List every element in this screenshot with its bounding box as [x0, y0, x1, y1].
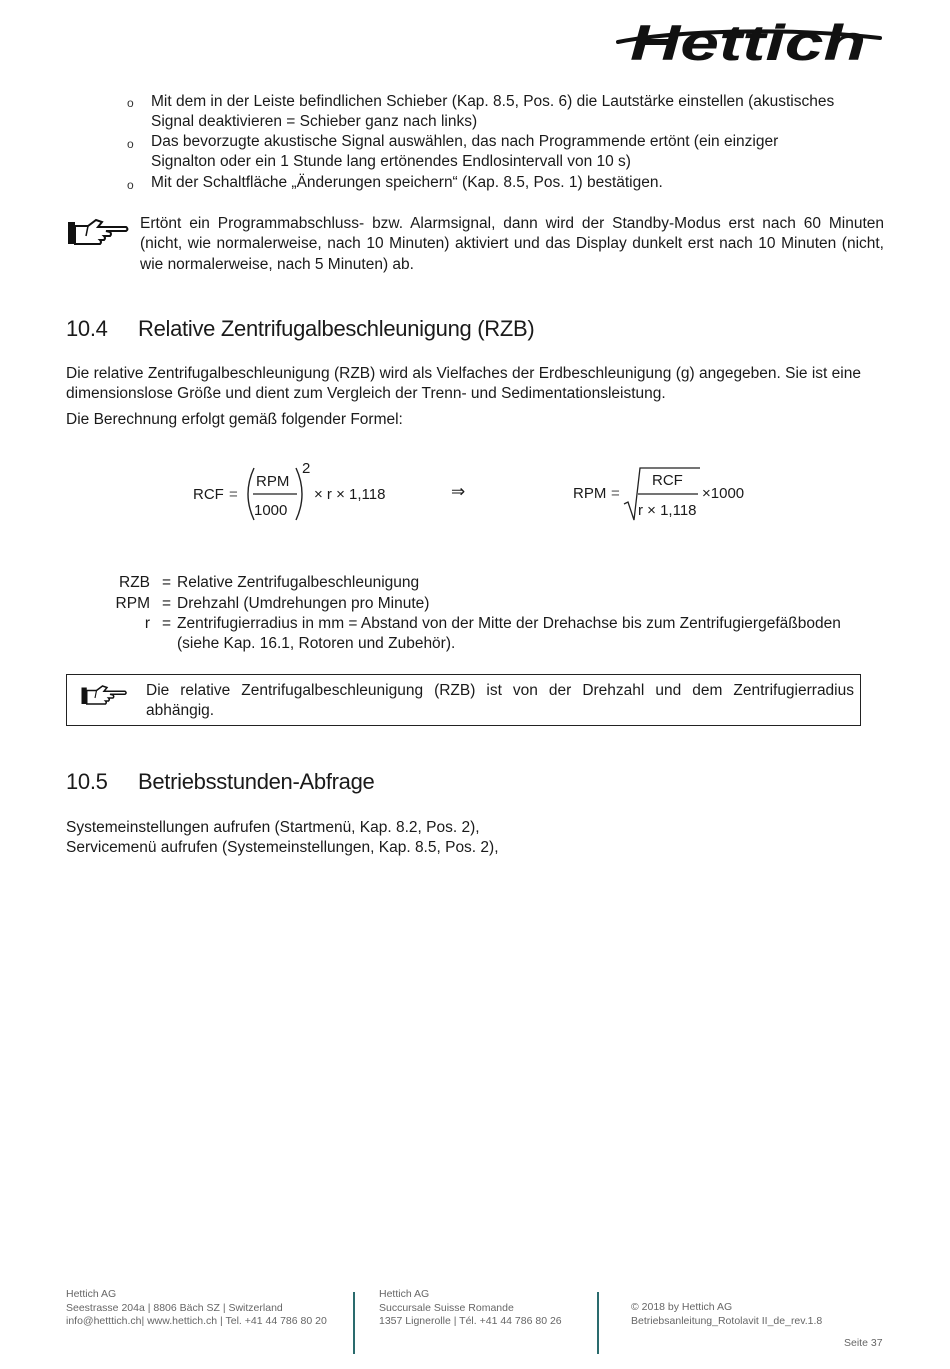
footer-line: Hettich AG [379, 1288, 430, 1300]
glossary-key: r [144, 615, 150, 632]
footer-col-1 [66, 1288, 327, 1329]
pointing-hand-icon [80, 682, 128, 708]
bullet-marker: o [127, 178, 134, 192]
formula-rpm-lhs: RPM [573, 485, 607, 502]
rzb-paragraph: Die relative Zentrifugalbeschleunigung (RZB) wird als Vielfaches der Erdbeschleunigung (g) angegeben. Sie ist eine dimensionslose Größe und dient zum Vergleich der Trenn- und Sedimentationsleistung. [66, 365, 861, 403]
footer-line: 1357 Lignerolle | Tél. +41 44 786 80 26 [379, 1315, 562, 1327]
glossary-eq: = [162, 615, 172, 632]
bullet-line: Signal deaktivieren = Schieber ganz nach links) [151, 113, 478, 131]
page-number: Seite 37 [844, 1337, 883, 1349]
formula-equals: = [229, 486, 238, 503]
step-line-1: Systemeinstellungen aufrufen (Startmenü, Kap. 8.2, Pos. 2), [66, 819, 480, 836]
section-heading-10-4 [66, 316, 534, 342]
formula-rcf-numerator: RCF [652, 472, 683, 489]
bullet-marker: o [127, 137, 134, 151]
glossary-eq: = [162, 595, 172, 612]
footer-col-3 [631, 1301, 822, 1328]
note-rzb: Die relative Zentrifugalbeschleunigung (RZB) ist von der Drehzahl und dem Zentrifugierradius abhängig. [146, 682, 854, 720]
footer-divider [353, 1292, 355, 1354]
glossary-value: Relative Zentrifugalbeschleunigung [177, 574, 420, 591]
step-line-2: Servicemenü aufrufen (Systemeinstellungen, Kap. 8.5, Pos. 2), [66, 839, 499, 856]
bullet-line: Signalton oder ein 1 Stunde lang ertönendes Endlosintervall von 10 s) [151, 153, 631, 171]
bullet-item-3 [151, 173, 891, 193]
footer-divider [597, 1292, 599, 1354]
formula-1000-denominator: 1000 [254, 502, 288, 519]
bullet-item-2 [151, 132, 891, 173]
formula-equals: = [611, 485, 620, 502]
glossary-value: Drehzahl (Umdrehungen pro Minute) [177, 595, 430, 612]
bullet-line: Mit dem in der Leiste befindlichen Schieber (Kap. 8.5, Pos. 6) die Lautstärke einstellen (akustisches [151, 93, 835, 110]
formula-times-1000: ×1000 [702, 485, 745, 502]
bullet-line: Das bevorzugte akustische Signal auswählen, das nach Programmende ertönt (ein einziger [151, 133, 779, 150]
footer-line: Seestrasse 204a | 8806 Bäch SZ | Switzerland [66, 1301, 283, 1314]
bullet-marker: o [127, 96, 134, 110]
footer-line: Betriebsanleitung_Rotolavit II_de_rev.1.8 [631, 1314, 823, 1327]
glossary-key: RPM [115, 595, 150, 612]
section-number: 10.5 [66, 769, 108, 794]
section-number: 10.4 [66, 316, 108, 341]
formula-rcf-lhs: RCF [193, 486, 224, 503]
section-title: Relative Zentrifugalbeschleunigung (RZB) [138, 316, 535, 341]
glossary-value: Zentrifugierradius in mm = Abstand von der Mitte der Drehachse bis zum Zentrifugiergefäßboden [177, 615, 841, 632]
glossary-eq: = [162, 574, 172, 591]
hettich-logo [608, 8, 888, 68]
section-heading-10-5 [66, 769, 374, 795]
footer-line: Succursale Suisse Romande [379, 1301, 514, 1314]
footer-line: info@hetttich.ch| www.hettich.ch | Tel. +41 44 786 80 20 [66, 1315, 327, 1327]
footer-line: © 2018 by Hettich AG [631, 1301, 733, 1313]
note-standby: Ertönt ein Programmabschluss- bzw. Alarmsignal, dann wird der Standby-Modus erst nach 60 Minuten (nicht, wie normalerweise, nach 10 Minuten) aktiviert und das Display dunkelt erst nach 10 Minuten (nicht, wie normalerweise, nach 5 Minuten) ab. [140, 215, 884, 273]
bullet-item-1 [151, 92, 891, 133]
glossary-key: RZB [119, 574, 150, 591]
formula-intro: Die Berechnung erfolgt gemäß folgender Formel: [66, 411, 403, 428]
glossary-value-continued: (siehe Kap. 16.1, Rotoren und Zubehör). [177, 635, 456, 652]
formula-r-denominator: r × 1,118 [638, 502, 697, 519]
formula-times-r: × r × 1,118 [314, 486, 386, 503]
formula-exponent: 2 [302, 460, 311, 477]
section-title: Betriebsstunden-Abfrage [138, 769, 375, 794]
implies-arrow: ⇒ [451, 482, 466, 501]
formula-rpm-numerator: RPM [256, 473, 290, 490]
footer-line: Hettich AG [66, 1288, 117, 1300]
pointing-hand-icon [66, 216, 130, 248]
footer-col-2 [379, 1288, 562, 1329]
logo-text: Hettich [630, 15, 866, 68]
bullet-line: Mit der Schaltfläche „Änderungen speichern“ (Kap. 8.5, Pos. 1) bestätigen. [151, 174, 663, 191]
